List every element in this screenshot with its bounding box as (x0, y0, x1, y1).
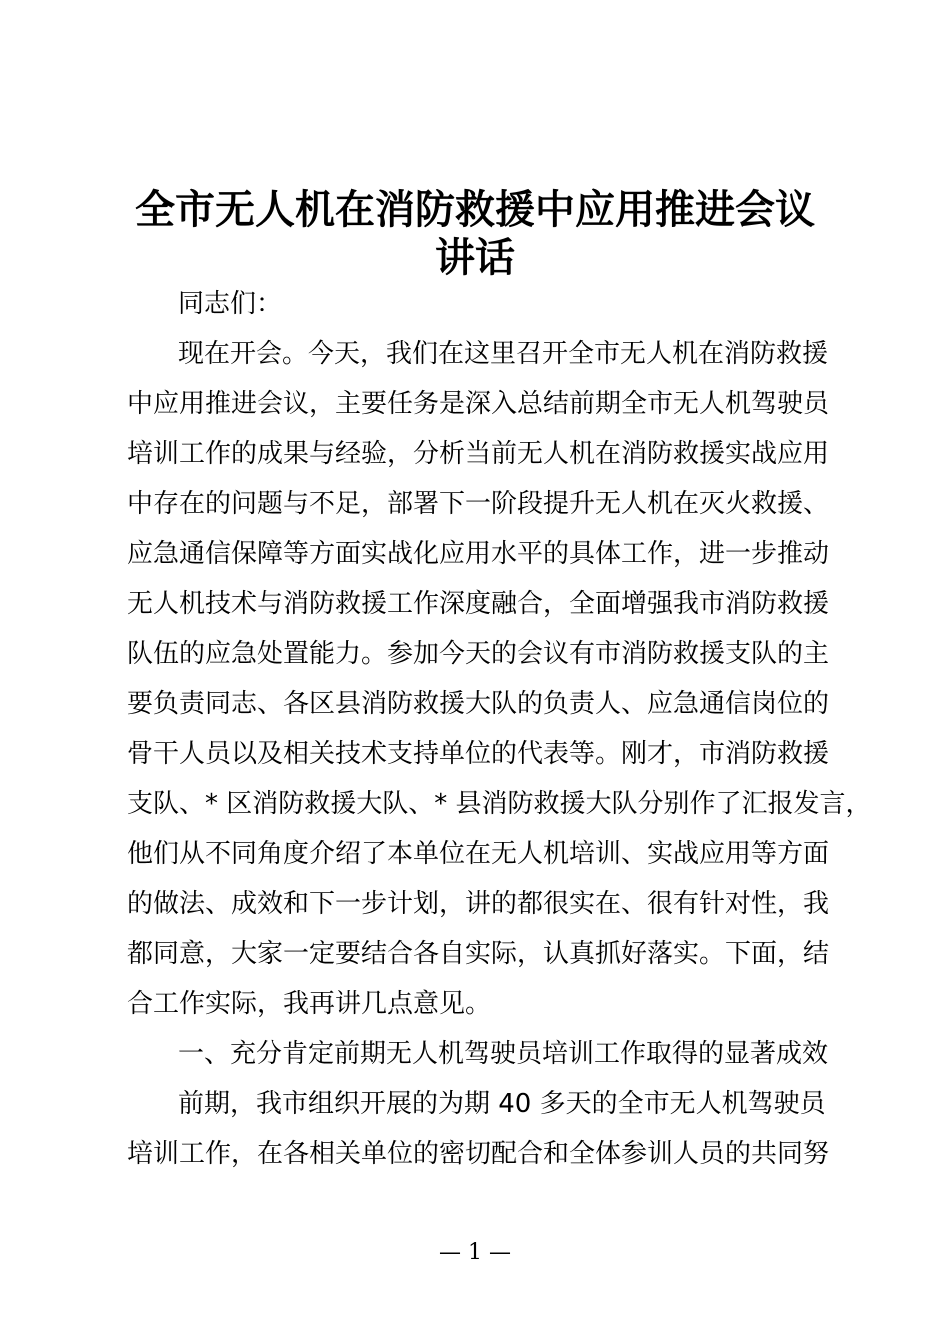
paragraph-line: 培训工作，在各相关单位的密切配合和全体参训人员的共同努 (127, 1139, 830, 1169)
document-title-line-2: 讲话 (435, 234, 515, 281)
paragraph-line: 合工作实际，我再讲几点意见。 (127, 989, 492, 1019)
paragraph-line: 中应用推进会议，主要任务是深入总结前期全市无人机驾驶员 (127, 389, 830, 419)
paragraph-line: 无人机技术与消防救援工作深度融合，全面增强我市消防救援 (127, 589, 830, 619)
paragraph-line: 队伍的应急处置能力。参加今天的会议有市消防救援支队的主 (127, 639, 830, 669)
page-number: — 1 — (439, 1240, 511, 1265)
paragraph-line: 培训工作的成果与经验，分析当前无人机在消防救援实战应用 (127, 439, 830, 469)
paragraph-line: 骨干人员以及相关技术支持单位的代表等。刚才，市消防救援 (127, 739, 830, 769)
section-heading: 一、充分肯定前期无人机驾驶员培训工作取得的显著成效 (178, 1039, 829, 1069)
document-title-line-1: 全市无人机在消防救援中应用推进会议 (135, 186, 815, 233)
paragraph-line: 应急通信保障等方面实战化应用水平的具体工作，进一步推动 (127, 539, 830, 569)
paragraph-line: 现在开会。今天，我们在这里召开全市无人机在消防救援 (178, 339, 829, 369)
paragraph-line: 他们从不同角度介绍了本单位在无人机培训、实战应用等方面 (127, 839, 830, 869)
paragraph-line: 要负责同志、各区县消防救援大队的负责人、应急通信岗位的 (127, 689, 830, 719)
paragraph-line: 都同意，大家一定要结合各自实际，认真抓好落实。下面，结 (127, 939, 830, 969)
paragraph-line: 前期，我市组织开展的为期 40 多天的全市无人机驾驶员 (178, 1089, 826, 1119)
paragraph-line: 支队、* 区消防救援大队、* 县消防救援大队分别作了汇报发言， (127, 789, 872, 819)
paragraph-line: 的做法、成效和下一步计划，讲的都很实在、很有针对性，我 (127, 889, 830, 919)
salutation: 同志们： (178, 289, 283, 319)
paragraph-line: 中存在的问题与不足，部署下一阶段提升无人机在灭火救援、 (127, 489, 830, 519)
